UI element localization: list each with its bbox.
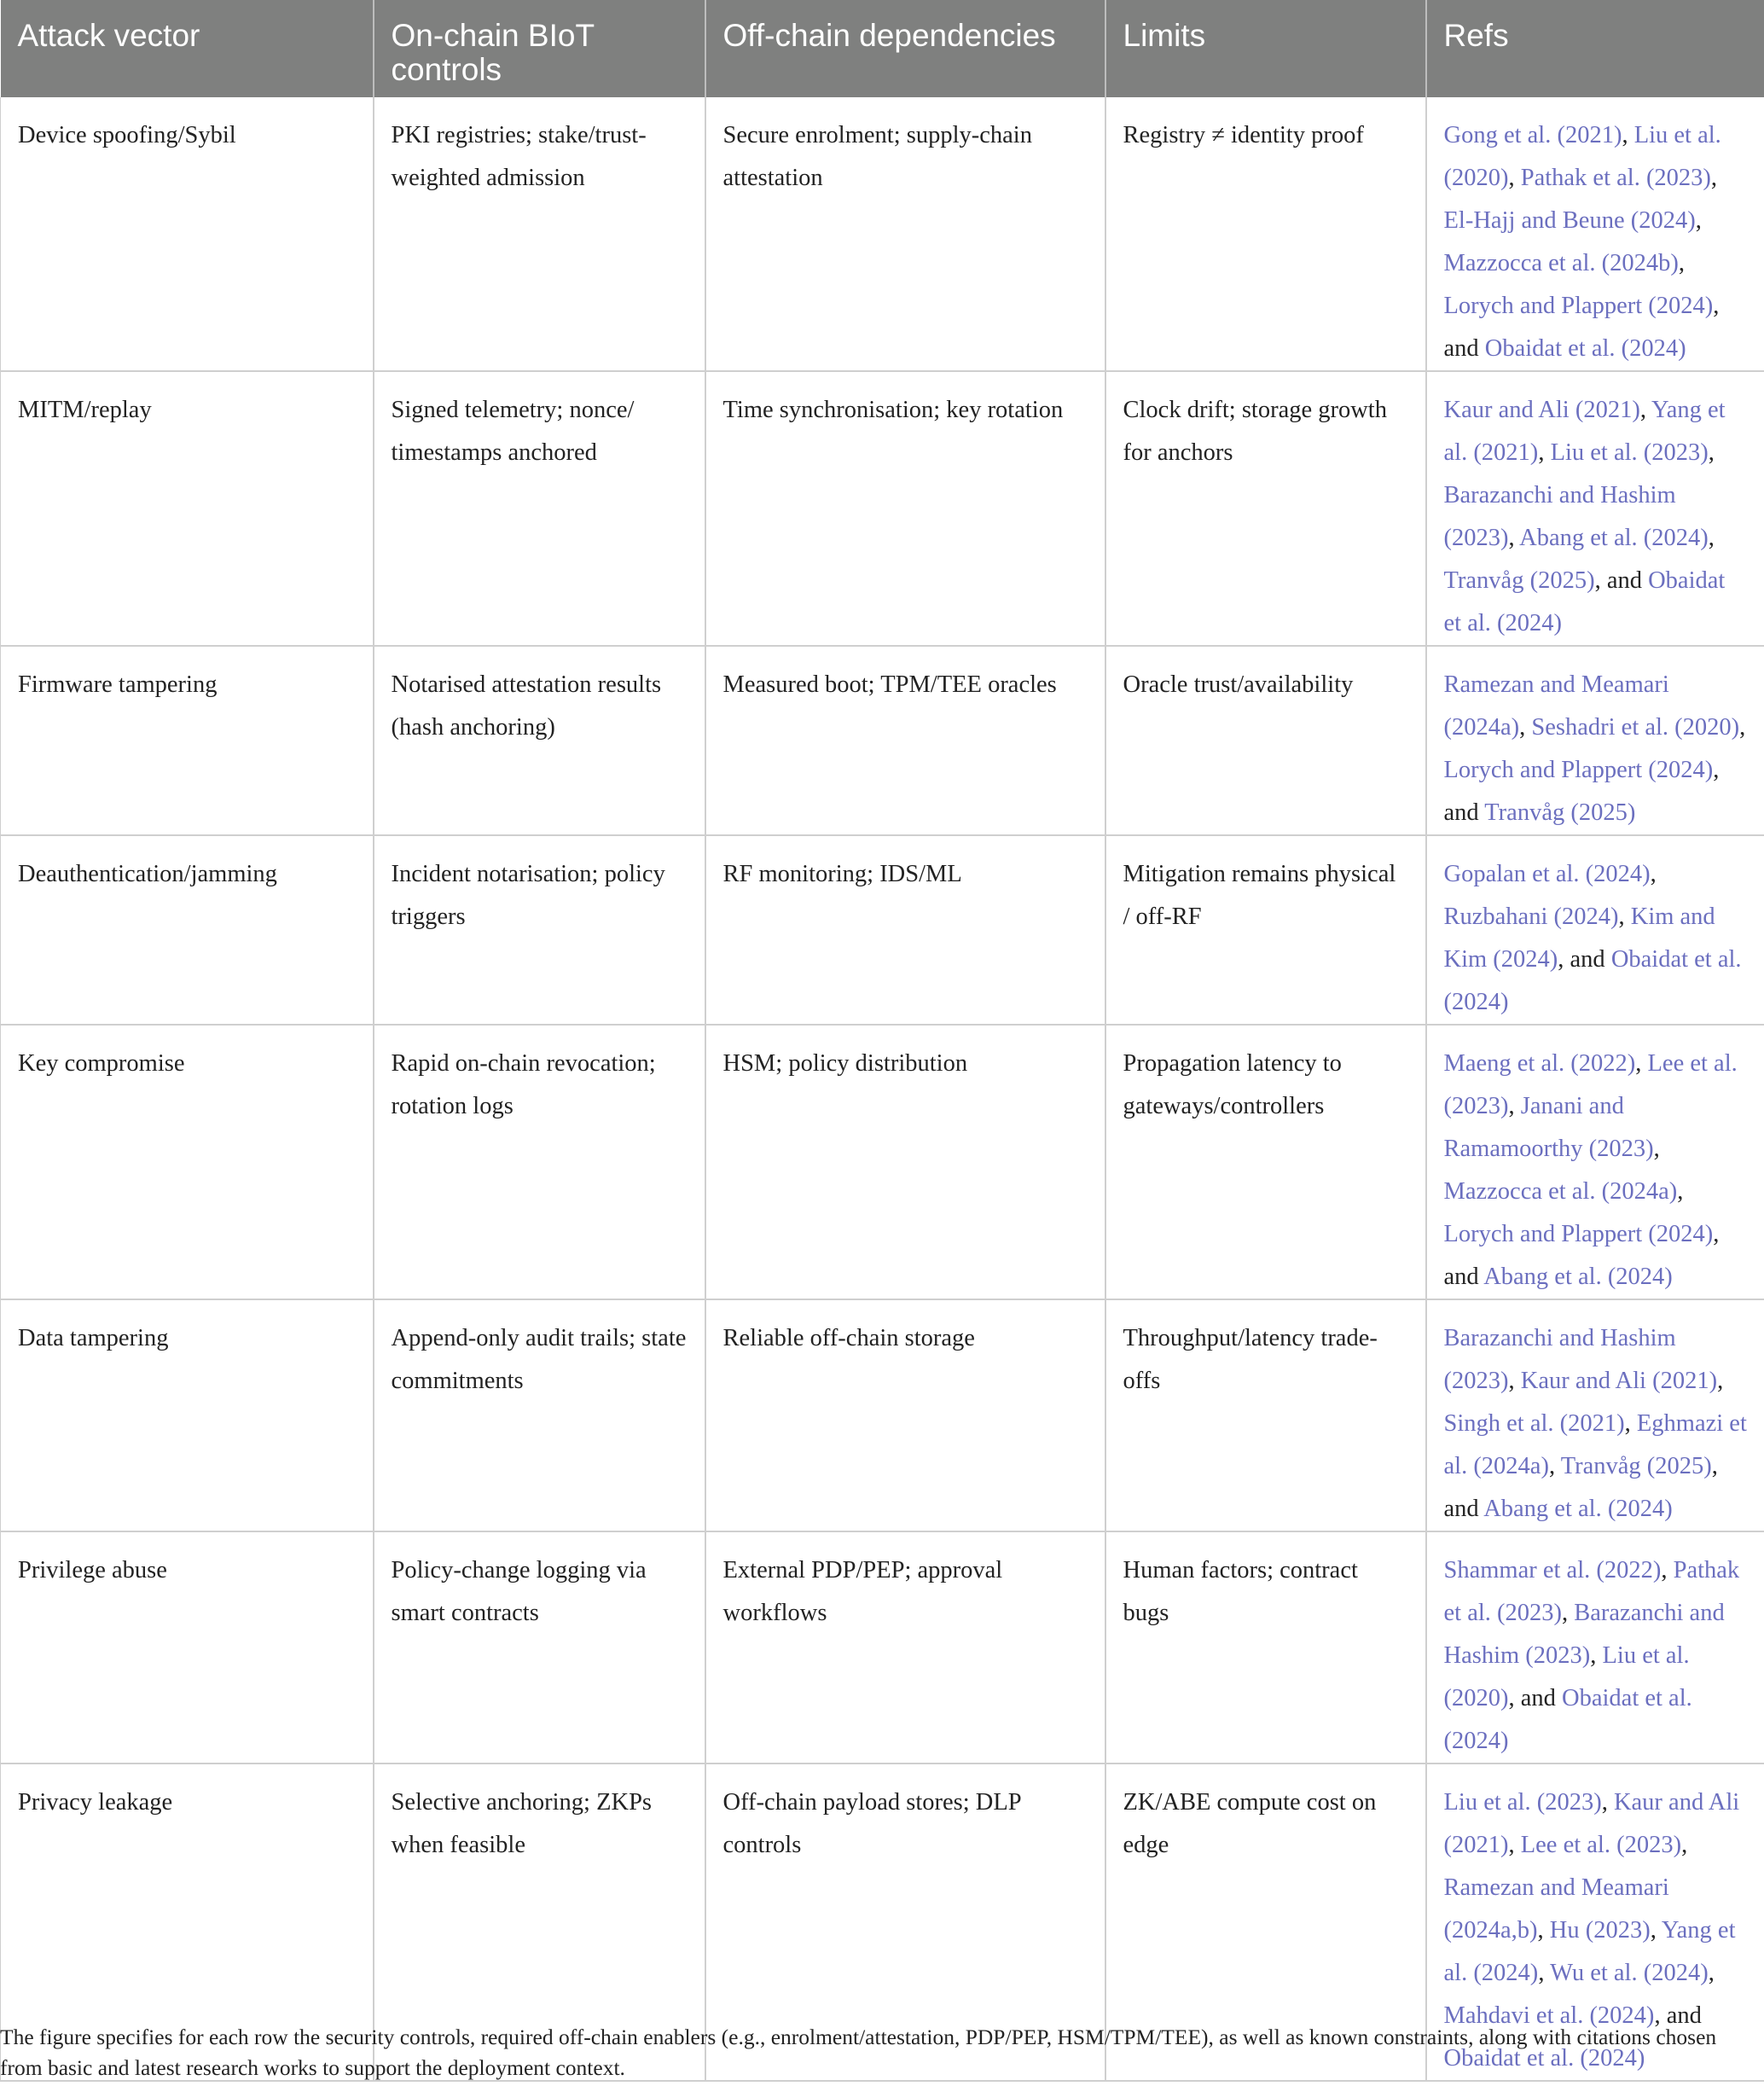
citation-link[interactable]: Liu et al. (2020): [1443, 122, 1721, 191]
citation-separator: ,: [1639, 397, 1652, 423]
citation-separator: ,: [1661, 1557, 1674, 1583]
attack-vector-cell: Firmware tampering: [1, 646, 374, 835]
citation-link[interactable]: Obaidat et al. (2024): [1484, 335, 1686, 362]
citation-link[interactable]: Tranvåg (2025): [1443, 567, 1595, 594]
refs-cell: [1426, 97, 1764, 371]
citation-link[interactable]: Barazanchi and Hashim (2023): [1443, 482, 1676, 551]
citation-link[interactable]: Liu et al. (2020): [1443, 1642, 1690, 1711]
citation-separator: ,: [1708, 525, 1715, 551]
citation-link[interactable]: Pathak et al. (2023): [1443, 1557, 1740, 1626]
limits-cell: Throughput/latency trade-offs: [1105, 1299, 1426, 1531]
citation-separator: , and: [1443, 1453, 1718, 1522]
citation-link[interactable]: Abang et al. (2024): [1519, 525, 1709, 551]
citation-separator: ,: [1508, 165, 1521, 191]
citation-separator: ,: [1653, 1136, 1660, 1162]
citation-link[interactable]: Lorych and Plappert (2024): [1443, 757, 1714, 783]
citation-link[interactable]: El-Hajj and Beune (2024): [1443, 207, 1696, 234]
citation-link[interactable]: Liu et al. (2023): [1550, 439, 1709, 466]
citation-separator: ,: [1601, 1789, 1614, 1816]
citation-link[interactable]: Kim and Kim (2024): [1443, 904, 1715, 973]
table-body: [1, 97, 1764, 2081]
citation-link[interactable]: Mazzocca et al. (2024a): [1443, 1178, 1678, 1205]
table-row: [1, 835, 1764, 1025]
table-caption: The figure specifies for each row the security controls, required off-chain enablers (e.g., enrolment/attestation, PDP/PEP, HSM/TPM/TEE), as well as known constraints, along with citations chosen from basic and latest research works to support the deployment context.: [0, 2025, 1717, 2080]
citation-separator: , and: [1443, 1221, 1720, 1290]
attack-vector-cell: Privacy leakage: [1, 1764, 374, 2081]
table-row: [1, 371, 1764, 646]
offchain-dependencies-cell: Secure enrolment; supply-chain attestation: [705, 97, 1105, 371]
citation-link[interactable]: Ruzbahani (2024): [1443, 904, 1619, 930]
table-row: [1, 1299, 1764, 1531]
citation-link[interactable]: Janani and Ramamoorthy (2023): [1443, 1093, 1654, 1162]
citation-separator: ,: [1508, 525, 1520, 551]
attack-vector-cell: Device spoofing/Sybil: [1, 97, 374, 371]
citation-separator: ,: [1650, 1917, 1662, 1944]
table-header: [1, 0, 1764, 97]
header-offchain-dependencies: Off-chain dependencies: [705, 0, 1105, 97]
onchain-controls-cell: PKI registries; stake/trust-weighted admission: [374, 97, 705, 371]
limits-cell: Registry ≠ identity proof: [1105, 97, 1426, 371]
onchain-controls-cell: Incident notarisation; policy triggers: [374, 835, 705, 1025]
header-row: [1, 0, 1764, 97]
citation-link[interactable]: Lorych and Plappert (2024): [1443, 1221, 1714, 1247]
citation-separator: , and: [1508, 1685, 1563, 1711]
citation-link[interactable]: Seshadri et al. (2020): [1531, 714, 1740, 741]
citation-separator: ,: [1618, 904, 1631, 930]
header-refs: Refs: [1426, 0, 1764, 97]
refs-cell: [1426, 1025, 1764, 1299]
onchain-controls-cell: Signed telemetry; nonce/ timestamps anchored: [374, 371, 705, 646]
citation-separator: , and: [1654, 2002, 1702, 2029]
citation-link[interactable]: Obaidat et al. (2024): [1443, 2045, 1645, 2071]
citation-link[interactable]: Gopalan et al. (2024): [1443, 861, 1651, 887]
citation-separator: ,: [1519, 714, 1532, 741]
offchain-dependencies-cell: Time synchronisation; key rotation: [705, 371, 1105, 646]
limits-cell: Mitigation remains physical / off-RF: [1105, 835, 1426, 1025]
offchain-dependencies-cell: RF monitoring; IDS/ML: [705, 835, 1105, 1025]
citation-link[interactable]: Eghmazi et al. (2024a): [1443, 1410, 1747, 1479]
offchain-dependencies-cell: HSM; policy distribution: [705, 1025, 1105, 1299]
onchain-controls-cell: Policy-change logging via smart contracts: [374, 1531, 705, 1764]
offchain-dependencies-cell: Measured boot; TPM/TEE oracles: [705, 646, 1105, 835]
attack-vector-cell: Data tampering: [1, 1299, 374, 1531]
citation-link[interactable]: Mahdavi et al. (2024): [1443, 2002, 1655, 2029]
citation-separator: ,: [1717, 1368, 1724, 1394]
citation-link[interactable]: Hu (2023): [1549, 1917, 1651, 1944]
citation-separator: ,: [1622, 122, 1634, 148]
citation-link[interactable]: Mazzocca et al. (2024b): [1443, 250, 1679, 276]
citation-separator: ,: [1562, 1600, 1575, 1626]
table-row: [1, 1531, 1764, 1764]
table-row: [1, 1025, 1764, 1299]
citation-link[interactable]: Obaidat et al. (2024): [1443, 1685, 1692, 1754]
limits-cell: ZK/ABE compute cost on edge: [1105, 1764, 1426, 2081]
refs-cell: [1426, 835, 1764, 1025]
citation-link[interactable]: Shammar et al. (2022): [1443, 1557, 1662, 1583]
onchain-controls-cell: Rapid on-chain revocation; rotation logs: [374, 1025, 705, 1299]
citation-link[interactable]: Lorych and Plappert (2024): [1443, 293, 1714, 319]
citation-link[interactable]: Ramezan and Meamari (2024a,b): [1443, 1874, 1669, 1944]
refs-cell: [1426, 1299, 1764, 1531]
citation-separator: ,: [1538, 1960, 1551, 1986]
citation-separator: ,: [1590, 1642, 1603, 1669]
citation-link[interactable]: Pathak et al. (2023): [1520, 165, 1711, 191]
citation-separator: ,: [1537, 1917, 1550, 1944]
citation-separator: , and: [1443, 293, 1720, 362]
citation-link[interactable]: Tranvåg (2025): [1560, 1453, 1712, 1479]
refs-cell: [1426, 646, 1764, 835]
citation-separator: ,: [1708, 1960, 1715, 1986]
citation-link[interactable]: Kaur and Ali (2021): [1443, 397, 1640, 423]
limits-cell: Oracle trust/availability: [1105, 646, 1426, 835]
citation-link[interactable]: Lee et al. (2023): [1443, 1050, 1738, 1119]
limits-cell: Clock drift; storage growth for anchors: [1105, 371, 1426, 646]
citation-link[interactable]: Gong et al. (2021): [1443, 122, 1622, 148]
citation-separator: ,: [1710, 165, 1718, 191]
citation-separator: ,: [1538, 439, 1551, 466]
citation-separator: ,: [1739, 714, 1746, 741]
citation-separator: ,: [1508, 1368, 1521, 1394]
citation-separator: ,: [1508, 1093, 1521, 1119]
citation-link[interactable]: Singh et al. (2021): [1443, 1410, 1625, 1437]
citation-separator: ,: [1635, 1050, 1648, 1077]
citation-separator: ,: [1681, 1832, 1688, 1858]
offchain-dependencies-cell: Reliable off-chain storage: [705, 1299, 1105, 1531]
attack-vector-cell: MITM/replay: [1, 371, 374, 646]
citation-separator: , and: [1443, 757, 1720, 826]
header-attack-vector: Attack vector: [1, 0, 374, 97]
citation-separator: ,: [1695, 207, 1702, 234]
citation-link[interactable]: Ramezan and Meamari (2024a): [1443, 671, 1669, 741]
offchain-dependencies-cell: Off-chain payload stores; DLP controls: [705, 1764, 1105, 2081]
citation-link[interactable]: Abang et al. (2024): [1483, 1496, 1673, 1522]
onchain-controls-cell: Notarised attestation results (hash anchoring): [374, 646, 705, 835]
attack-vector-cell: Privilege abuse: [1, 1531, 374, 1764]
refs-cell: [1426, 371, 1764, 646]
citation-link[interactable]: Lee et al. (2023): [1520, 1832, 1682, 1858]
citation-link[interactable]: Wu et al. (2024): [1550, 1960, 1709, 1986]
citation-link[interactable]: Barazanchi and Hashim (2023): [1443, 1600, 1725, 1669]
citation-link[interactable]: Kaur and Ali (2021): [1520, 1368, 1718, 1394]
table-row: [1, 646, 1764, 835]
citation-separator: , and: [1594, 567, 1649, 594]
citation-link[interactable]: Yang et al. (2024): [1443, 1917, 1736, 1986]
citation-separator: ,: [1548, 1453, 1561, 1479]
limits-cell: Propagation latency to gateways/controllers: [1105, 1025, 1426, 1299]
citation-separator: ,: [1678, 250, 1685, 276]
attack-vector-cell: Key compromise: [1, 1025, 374, 1299]
refs-cell: [1426, 1531, 1764, 1764]
citation-link[interactable]: Liu et al. (2023): [1443, 1789, 1602, 1816]
citation-separator: , and: [1558, 946, 1611, 973]
onchain-controls-cell: Selective anchoring; ZKPs when feasible: [374, 1764, 705, 2081]
header-limits: Limits: [1105, 0, 1426, 97]
citation-link[interactable]: Obaidat et al. (2024): [1443, 946, 1742, 1015]
citation-separator: ,: [1650, 861, 1657, 887]
onchain-controls-cell: Append-only audit trails; state commitments: [374, 1299, 705, 1531]
citation-link[interactable]: Obaidat et al. (2024): [1443, 567, 1726, 636]
header-onchain-controls: On-chain BIoT controls: [374, 0, 705, 97]
citation-separator: ,: [1624, 1410, 1637, 1437]
citation-link[interactable]: Maeng et al. (2022): [1443, 1050, 1636, 1077]
limits-cell: Human factors; contract bugs: [1105, 1531, 1426, 1764]
attack-vector-cell: Deauthentication/jamming: [1, 835, 374, 1025]
table-row: [1, 97, 1764, 371]
citation-link[interactable]: Tranvåg (2025): [1484, 799, 1636, 826]
offchain-dependencies-cell: External PDP/PEP; approval workflows: [705, 1531, 1105, 1764]
citation-link[interactable]: Barazanchi and Hashim (2023): [1443, 1325, 1676, 1394]
citation-separator: ,: [1508, 1832, 1521, 1858]
citation-link[interactable]: Kaur and Ali (2021): [1443, 1789, 1740, 1858]
citation-separator: ,: [1708, 439, 1715, 466]
citation-link[interactable]: Yang et al. (2021): [1443, 397, 1726, 466]
citation-link[interactable]: Abang et al. (2024): [1483, 1264, 1673, 1290]
citation-separator: ,: [1677, 1178, 1684, 1205]
